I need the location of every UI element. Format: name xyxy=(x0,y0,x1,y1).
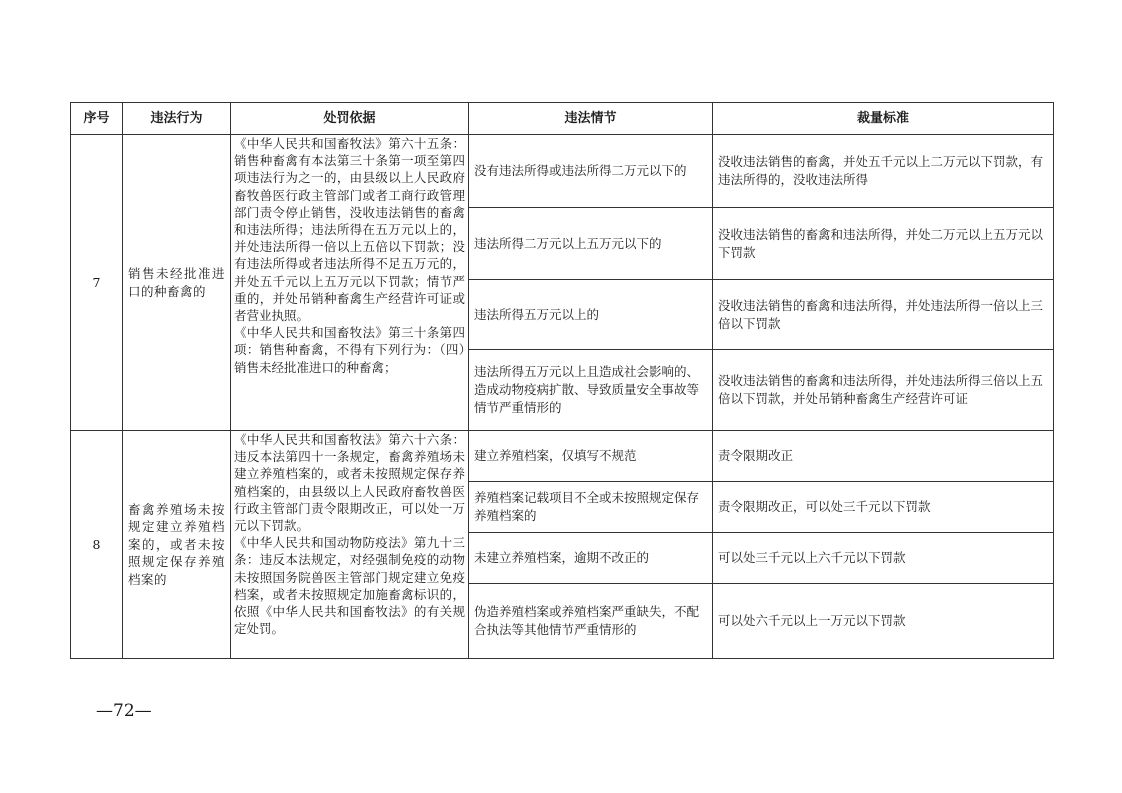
table-row xyxy=(71,431,1054,482)
circumstance-cell: 伪造养殖档案或养殖档案严重缺失，不配合执法等其他情节严重情形的 xyxy=(469,584,713,659)
penalty-basis xyxy=(231,135,469,431)
circumstance-cell: 违法所得五万元以上且造成社会影响的、造成动物疫病扩散、导致质量安全事故等情节严重情形的 xyxy=(469,350,713,431)
basis-paragraph: 《中华人民共和国畜牧法》第六十五条：销售种畜禽有本法第三十条第一项至第四项违法行为之一的，由县级以上人民政府畜牧兽医行政主管部门或者工商行政管理部门责令停止销售，没收违法销售的畜禽和违法所得；违法所得在五万元以上的，并处违法所得一倍以上五倍以下罚款；没有违法所得或者违法所得不足五万元的，并处五千元以上五万元以下罚款；情节严重的，并处吊销种畜禽生产经营许可证或者营业执照。 xyxy=(234,136,465,324)
standard-cell: 责令限期改正，可以处三千元以下罚款 xyxy=(713,482,1054,533)
row-number: 7 xyxy=(71,135,123,431)
standard-cell: 可以处三千元以上六千元以下罚款 xyxy=(713,533,1054,584)
violation-act: 销售未经批准进口的种畜禽的 xyxy=(123,135,231,431)
table-header-row xyxy=(71,103,1054,135)
basis-paragraph: 《中华人民共和国畜牧法》第三十条第四项：销售种畜禽，不得有下列行为：（四）销售未经批准进口的种畜禽； xyxy=(234,325,465,375)
penalty-table xyxy=(70,102,1054,659)
circumstance-cell: 违法所得二万元以上五万元以下的 xyxy=(469,208,713,280)
standard-cell: 责令限期改正 xyxy=(713,431,1054,482)
header-act: 违法行为 xyxy=(123,103,231,135)
circumstance-cell: 没有违法所得或违法所得二万元以下的 xyxy=(469,135,713,208)
header-num: 序号 xyxy=(71,103,123,135)
table-row xyxy=(71,135,1054,208)
circumstance-cell: 养殖档案记载项目不全或未按照规定保存养殖档案的 xyxy=(469,482,713,533)
header-basis: 处罚依据 xyxy=(231,103,469,135)
circumstance-cell: 未建立养殖档案，逾期不改正的 xyxy=(469,533,713,584)
circumstance-cell: 违法所得五万元以上的 xyxy=(469,280,713,350)
standard-cell: 没收违法销售的畜禽和违法所得，并处违法所得三倍以上五倍以下罚款，并处吊销种畜禽生产经营许可证 xyxy=(713,350,1054,431)
standard-cell: 没收违法销售的畜禽和违法所得，并处违法所得一倍以上三倍以下罚款 xyxy=(713,280,1054,350)
standard-cell: 没收违法销售的畜禽和违法所得，并处二万元以上五万元以下罚款 xyxy=(713,208,1054,280)
circumstance-cell: 建立养殖档案，仅填写不规范 xyxy=(469,431,713,482)
basis-paragraph: 《中华人民共和国畜牧法》第六十六条：违反本法第四十一条规定，畜禽养殖场未建立养殖档案的，或者未按照规定保存养殖档案的，由县级以上人民政府畜牧兽医行政主管部门责令限期改正，可以处一万元以下罚款。 xyxy=(234,432,465,534)
violation-act: 畜禽养殖场未按规定建立养殖档案的，或者未按照规定保存养殖档案的 xyxy=(123,431,231,659)
penalty-basis xyxy=(231,431,469,659)
header-circumstance: 违法情节 xyxy=(469,103,713,135)
header-standard: 裁量标准 xyxy=(713,103,1054,135)
row-number: 8 xyxy=(71,431,123,659)
page-number: —72— xyxy=(96,701,152,721)
standard-cell: 没收违法销售的畜禽，并处五千元以上二万元以下罚款，有违法所得的，没收违法所得 xyxy=(713,135,1054,208)
standard-cell: 可以处六千元以上一万元以下罚款 xyxy=(713,584,1054,659)
basis-paragraph: 《中华人民共和国动物防疫法》第九十三条：违反本法规定，对经强制免疫的动物未按照国务院兽医主管部门规定建立免疫档案，或者未按照规定加施畜禽标识的，依照《中华人民共和国畜牧法》的有关规定处罚。 xyxy=(234,535,465,637)
